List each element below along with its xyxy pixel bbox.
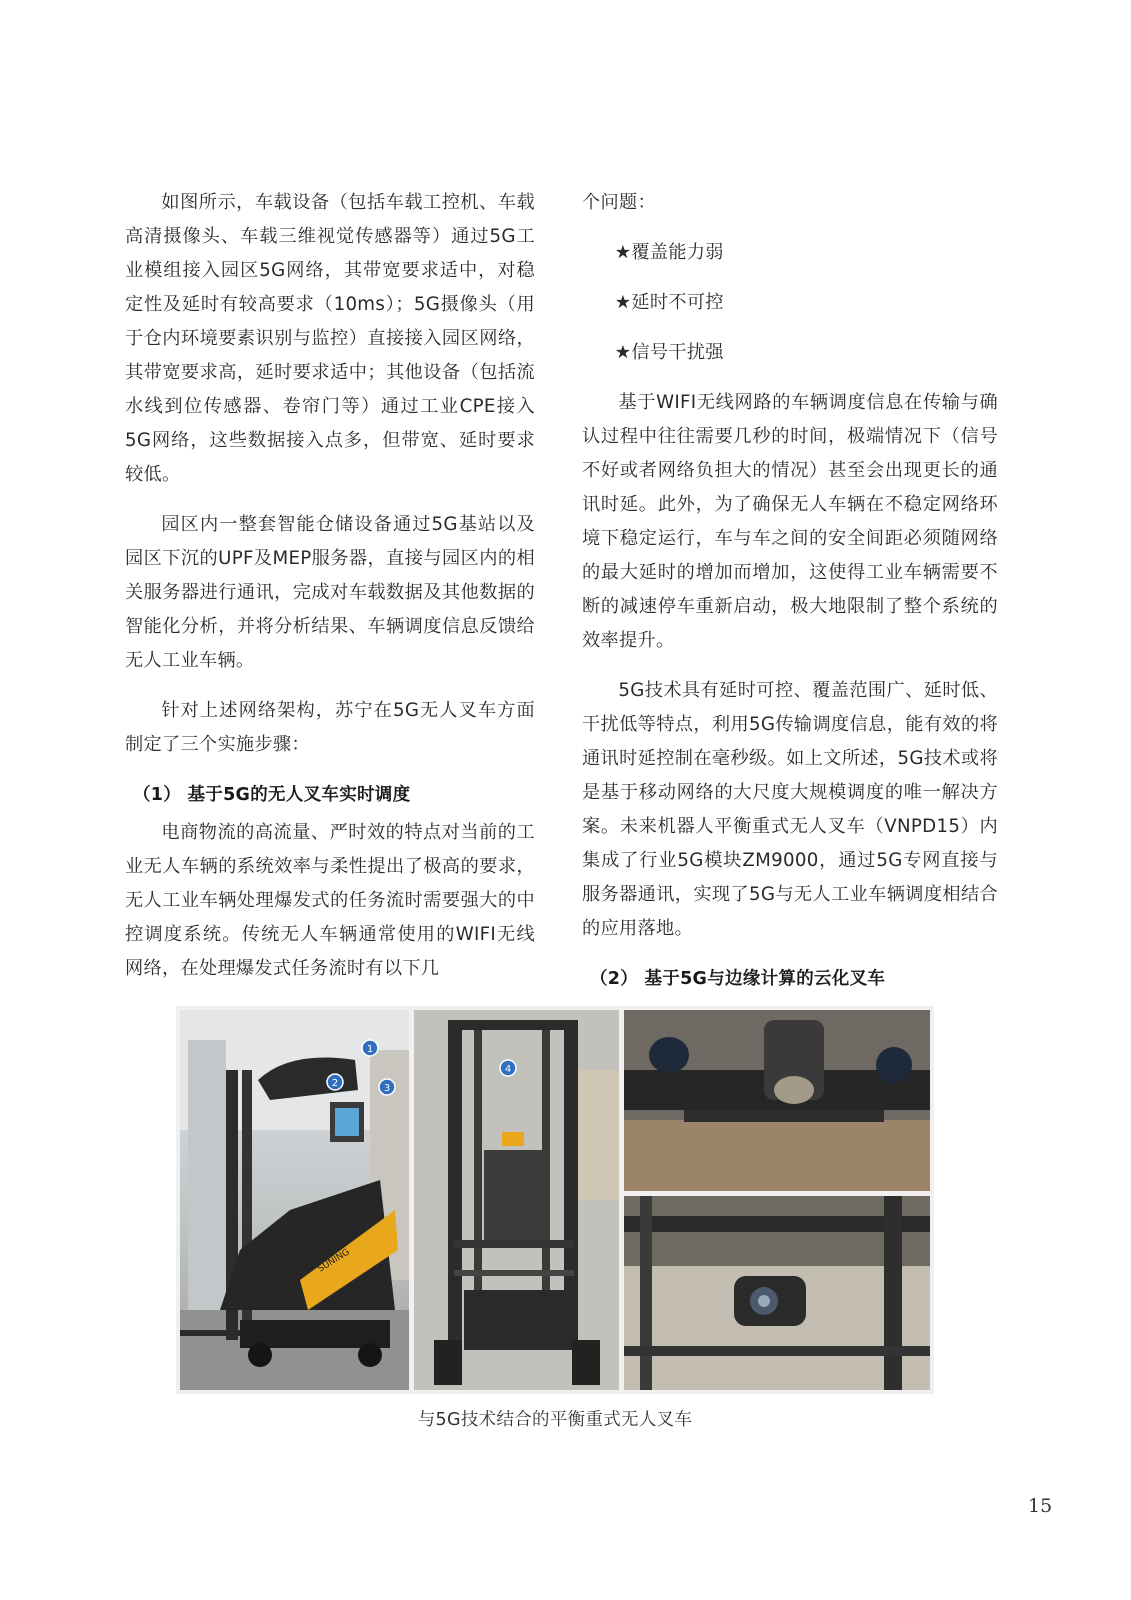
forklift-mast-photo (414, 1010, 619, 1390)
svg-text:1: 1 (366, 1044, 374, 1055)
section-heading: （1） 基于5G的无人叉车实时调度 (133, 785, 411, 805)
bullet-item: ★信号干扰强 (614, 342, 724, 363)
paragraph: 5G技术具有延时可控、覆盖范围广、延时低、干扰低等特点，利用5G传输调度信息，能有效的将通讯时延控制在毫秒级。如上文所述，5G技术或将是基于移动网络的大尺度大规模调度的唯一解决方案。未来机器人平衡重式无人叉车（VNPD15）内集成了行业5G模块ZM9000，通过5G专网直接与服务器通讯，实现了5G与无人工业车辆调度相结合的应用落地。 (582, 680, 998, 939)
right-column (582, 186, 998, 1000)
svg-text:2: 2 (331, 1078, 339, 1089)
bullet-item: ★覆盖能力弱 (614, 242, 724, 263)
marker-2 (327, 1074, 343, 1090)
section-heading: （2） 基于5G与边缘计算的云化叉车 (590, 969, 886, 989)
bullet-item: ★延时不可控 (614, 292, 724, 313)
paragraph: 园区内一整套智能仓储设备通过5G基站以及园区下沉的UPF及MEP服务器，直接与园区内的相关服务器进行通讯，完成对车载数据及其他数据的智能化分析，并将分析结果、车辆调度信息反馈给无人工业车辆。 (125, 514, 535, 671)
forklift-side-photo (180, 1010, 409, 1390)
brand-text: SUNING (316, 1247, 352, 1275)
svg-text:3: 3 (383, 1083, 391, 1094)
marker-3 (379, 1079, 395, 1095)
paragraph-continuation: 个问题： (582, 192, 656, 213)
paragraph: 电商物流的高流量、严时效的特点对当前的工业无人车辆的系统效率与柔性提出了极高的要求，无人工业车辆处理爆发式的任务流时需要强大的中控调度系统。传统无人车辆通常使用的WIFI无线网络，在处理爆发式任务流时有以下几 (125, 822, 535, 979)
svg-text:4: 4 (504, 1064, 512, 1075)
paragraph: 针对上述网络架构，苏宁在5G无人叉车方面制定了三个实施步骤： (125, 700, 535, 755)
camera-closeup-photo (624, 1196, 930, 1390)
marker-1 (362, 1040, 378, 1056)
sensor-closeup-photo (624, 1010, 930, 1191)
paragraph: 基于WIFI无线网路的车辆调度信息在传输与确认过程中往往需要几秒的时间，极端情况下（信号不好或者网络负担大的情况）甚至会出现更长的通讯时延。此外，为了确保无人车辆在不稳定网络环境下稳定运行，车与车之间的安全间距必须随网络的最大延时的增加而增加，这使得工业车辆需要不断的减速停车重新启动，极大地限制了整个系统的效率提升。 (582, 392, 998, 651)
paragraph: 如图所示，车载设备（包括车载工控机、车载高清摄像头、车载三维视觉传感器等）通过5G工业模组接入园区5G网络，其带宽要求适中，对稳定性及延时有较高要求（10ms）；5G摄像头（用于仓内环境要素识别与监控）直接接入园区网络，其带宽要求高，延时要求适中；其他设备（包括流水线到位传感器、卷帘门等）通过工业CPE接入5G网络，这些数据接入点多，但带宽、延时要求较低。 (125, 192, 535, 485)
page-number: 15 (1028, 1495, 1053, 1517)
marker-4 (500, 1060, 516, 1076)
left-column (125, 186, 535, 1002)
figure-caption: 与5G技术结合的平衡重式无人叉车 (417, 1410, 693, 1430)
